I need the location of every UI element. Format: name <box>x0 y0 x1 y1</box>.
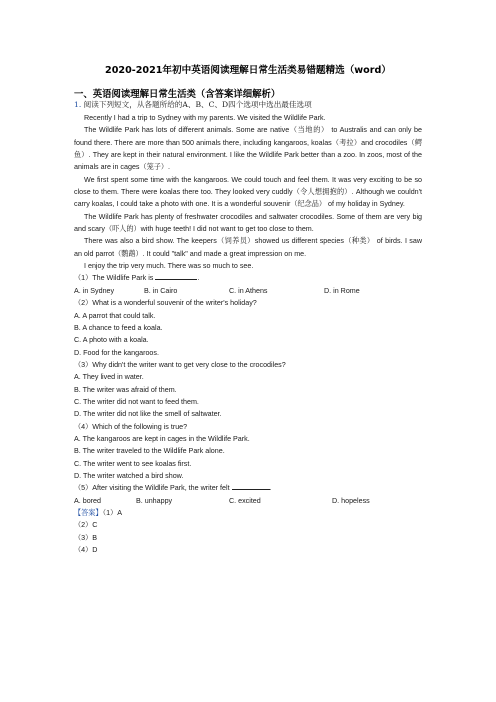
answer-blank <box>232 482 270 490</box>
option-b: B. The writer traveled to the Wildlife Park alone. <box>74 447 225 456</box>
passage-paragraph-2: The Wildlife Park has lots of different animals. Some are native（当地的） to Australis and can only be found there. There are more than 500 animals there, including kangaroos, koalas（考拉）and crocodiles（鳄鱼）. They are kept in their natural environment. I like the Wildlife Park better than a zoo. In zoos, most of the animals are in cages（笼子）. <box>74 126 422 172</box>
option-a: A. bored <box>74 496 101 505</box>
answer-item: （2）C <box>74 521 98 530</box>
option-a: A. A parrot that could talk. <box>74 311 156 320</box>
option-a: A. in Sydney <box>74 286 115 295</box>
question-3-stem: （3）Why didn't the writer want to get very close to the crocodiles? <box>74 360 286 369</box>
answer-item: （4）D <box>74 546 98 555</box>
passage-paragraph-6: I enjoy the trip very much. There was so much to see. <box>84 262 254 271</box>
option-d: D. Food for the kangaroos. <box>74 348 159 357</box>
passage-paragraph-3: We first spent some time with the kangaroos. We could touch and feel them. It was very exciting to be so close to them. There were koalas there too. They looked very cuddly（令人想拥抱的）. Although we couldn't carry koalas, I could take a photo with one. It is a wonderful souvenir（纪念品） of my holiday in Sydney. <box>74 175 422 209</box>
question-2-stem: （2）What is a wonderful souvenir of the writer's holiday? <box>74 299 257 308</box>
answer-item: （1）A <box>102 509 123 517</box>
option-d: D. The writer did not like the smell of saltwater. <box>74 410 222 419</box>
option-b: B. unhappy <box>136 496 173 505</box>
question-content <box>74 112 422 556</box>
answer-item: （3）B <box>74 533 98 542</box>
option-b: B. in Cairo <box>144 286 178 295</box>
question-instruction-line <box>74 99 312 110</box>
passage-paragraph-5: There was also a bird show. The keepers（饲养员）showed us different species（种类） of birds. I saw an old parrot（鹦鹉）. It could "talk" and made a great impression on me. <box>74 237 422 258</box>
option-c: C. The writer did not want to feed them. <box>74 397 199 406</box>
option-c: C. in Athens <box>229 286 268 295</box>
question-4-stem: （4）Which of the following is true? <box>74 422 188 431</box>
option-c: C. A photo with a koala. <box>74 336 149 345</box>
option-d: D. hopeless <box>332 496 370 505</box>
option-c: C. The writer went to see koalas first. <box>74 459 192 468</box>
option-d: D. in Rome <box>324 286 360 295</box>
option-a: A. They lived in water. <box>74 373 144 382</box>
question-5-options <box>74 495 422 507</box>
answer-blank <box>155 272 197 280</box>
option-d: D. The writer watched a bird show. <box>74 471 184 480</box>
option-a: A. The kangaroos are kept in cages in the Wildlife Park. <box>74 434 250 443</box>
option-b: B. A chance to feed a koala. <box>74 323 163 332</box>
question-5-stem: （5）After visiting the Wildlife Park, the writer felt . <box>74 484 272 493</box>
question-1-stem: （1）The Wildlife Park is . <box>74 274 200 283</box>
answer-line-1 <box>74 507 422 519</box>
question-instruction: 阅读下列短文，从各题所给的A、B、C、D四个选项中选出最佳选项 <box>83 100 312 109</box>
question-number: 1. <box>74 100 82 109</box>
answer-tag: 【答案】 <box>74 509 103 517</box>
option-c: C. excited <box>229 496 261 505</box>
section-heading: 一、英语阅读理解日常生活类（含答案详细解析） <box>74 89 281 100</box>
question-1-options <box>74 285 422 297</box>
passage-paragraph-1: Recently I had a trip to Sydney with my parents. We visited the Wildlife Park. <box>84 114 326 122</box>
passage-paragraph-4: The Wildlife Park has plenty of freshwater crocodiles and saltwater crocodiles. Some of them are very big and scary（吓人的）with huge teeth! I did not want to get too close to them. <box>74 212 422 234</box>
option-b: B. The writer was afraid of them. <box>74 385 177 394</box>
document-title: 2020-2021年初中英语阅读理解日常生活类易错题精选（word） <box>105 65 391 76</box>
